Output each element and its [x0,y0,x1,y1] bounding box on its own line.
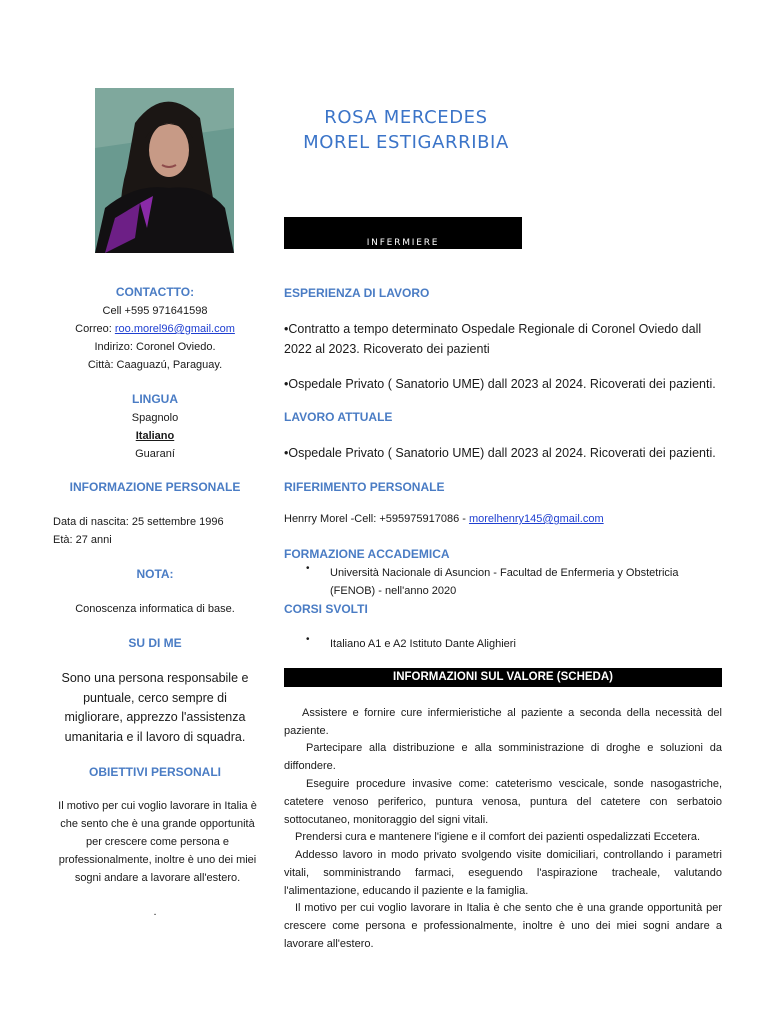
email-link[interactable]: roo.morel96@gmail.com [114,323,235,335]
courses-heading: CORSI SVOLTI [284,602,368,616]
contact-address: Indirizo: Coronel Oviedo. [94,341,216,353]
age: Età: 27 anni [53,534,112,546]
objectives-text: Il motivo per cui voglio lavorare in Italia è che sento che è una grande opportunità per crescere come persona e professionalmente, inoltre è uno dei miei sogni andare a lavorare all'estero. [58,800,257,884]
language-item: Guaraní [135,448,175,460]
contact-heading: CONTACTTO: [115,285,195,299]
language-item: Italiano [135,430,175,442]
personal-heading: INFORMAZIONE PERSONALE [69,480,241,494]
name-line-2: MOREL ESTIGARRIBIA [303,132,509,153]
experience-item: •Contratto a tempo determinato Ospedale Regionale di Coronel Oviedo dall 2022 al 2023. Ricoverato dei pazienti [284,322,702,356]
email-label: Correo: [75,323,115,335]
name-line-1: ROSA MERCEDES [324,107,488,128]
reference-heading: RIFERIMENTO PERSONALE [284,480,445,494]
role-banner: INFERMIERE [284,217,522,249]
contact-city: Città: Caaguazú, Paraguay. [87,359,223,371]
experience-item: •Ospedale Privato ( Sanatorio UME) dall 2023 al 2024. Ricoverati dei pazienti. [284,377,716,391]
note-text: Conoscenza informatica di base. [75,603,235,615]
contact-email-line [45,320,265,338]
reference-line [284,510,724,528]
education-text: Università Nacionale di Asuncion - Facultad de Enfermeria y Obstetricia (FENOB) - nell'anno 2020 [330,567,679,597]
language-item: Spagnolo [131,412,179,424]
candidate-name [284,105,528,155]
profile-photo [95,88,234,253]
current-job-text: •Ospedale Privato ( Sanatorio UME) dall 2023 al 2024. Ricoverati dei pazienti. [284,446,716,460]
reference-email-link[interactable]: morelhenry145@gmail.com [468,513,604,525]
course-text: Italiano A1 e A2 Istituto Dante Alighieri [330,638,516,650]
about-heading: SU DI ME [128,636,182,650]
languages-heading: LINGUA [132,392,178,406]
bullet-icon: • [306,563,310,574]
current-job-heading: LAVORO ATTUALE [284,410,393,424]
reference-text: Henrry Morel -Cell: +595975917086 - [284,513,469,525]
objectives-trail: . [153,906,157,918]
value-paragraph: Prendersi cura e mantenere l'igiene e il comfort dei pazienti ospedalizzati Eccetera. [295,831,701,843]
contact-cell: Cell +595 971641598 [102,305,208,317]
about-text: Sono una persona responsabile e puntuale, cerco sempre di migliorare, apprezzo l'assistenza umanitaria e il lavoro di squadra. [61,671,249,744]
experience-heading: ESPERIENZA DI LAVORO [284,286,430,300]
values-heading-bar: INFORMAZIONI SUL VALORE (SCHEDA) [284,668,722,687]
value-paragraph: Addesso lavoro in modo privato svolgendo visite domiciliari, controllando i parametri vitali, somministrando farmaci, eseguendo l'aspirazione tracheale, valutando l'alimentazione, educando il paziente e la famiglia. [284,849,722,897]
value-paragraph: Assistere e fornire cure infermieristiche al paziente a seconda della necessità del paziente. [284,707,722,737]
value-paragraph: Partecipare alla distribuzione e alla somministrazione di droghe e soluzioni da diffondere. [284,742,722,772]
portrait-image [95,88,234,253]
objectives-heading: OBIETTIVI PERSONALI [88,765,221,779]
note-heading: NOTA: [136,567,174,581]
education-heading: FORMAZIONE ACCADEMICA [284,547,450,561]
birth-date: Data di nascita: 25 settembre 1996 [53,516,224,528]
value-paragraph: Il motivo per cui voglio lavorare in Italia è che sento che è una grande opportunità per crescere come persona e professionalmente, inoltre è uno dei miei sogni andare a lavorare all'estero. [284,902,722,950]
value-paragraph: Eseguire procedure invasive come: cateterismo vescicale, sonde nasogastriche, catetere venoso periferico, puntura venosa, puntura del catetere con serbatoio sottocutaneo, monitoraggio del signi vitali. [284,778,722,826]
bullet-icon: • [306,634,310,645]
